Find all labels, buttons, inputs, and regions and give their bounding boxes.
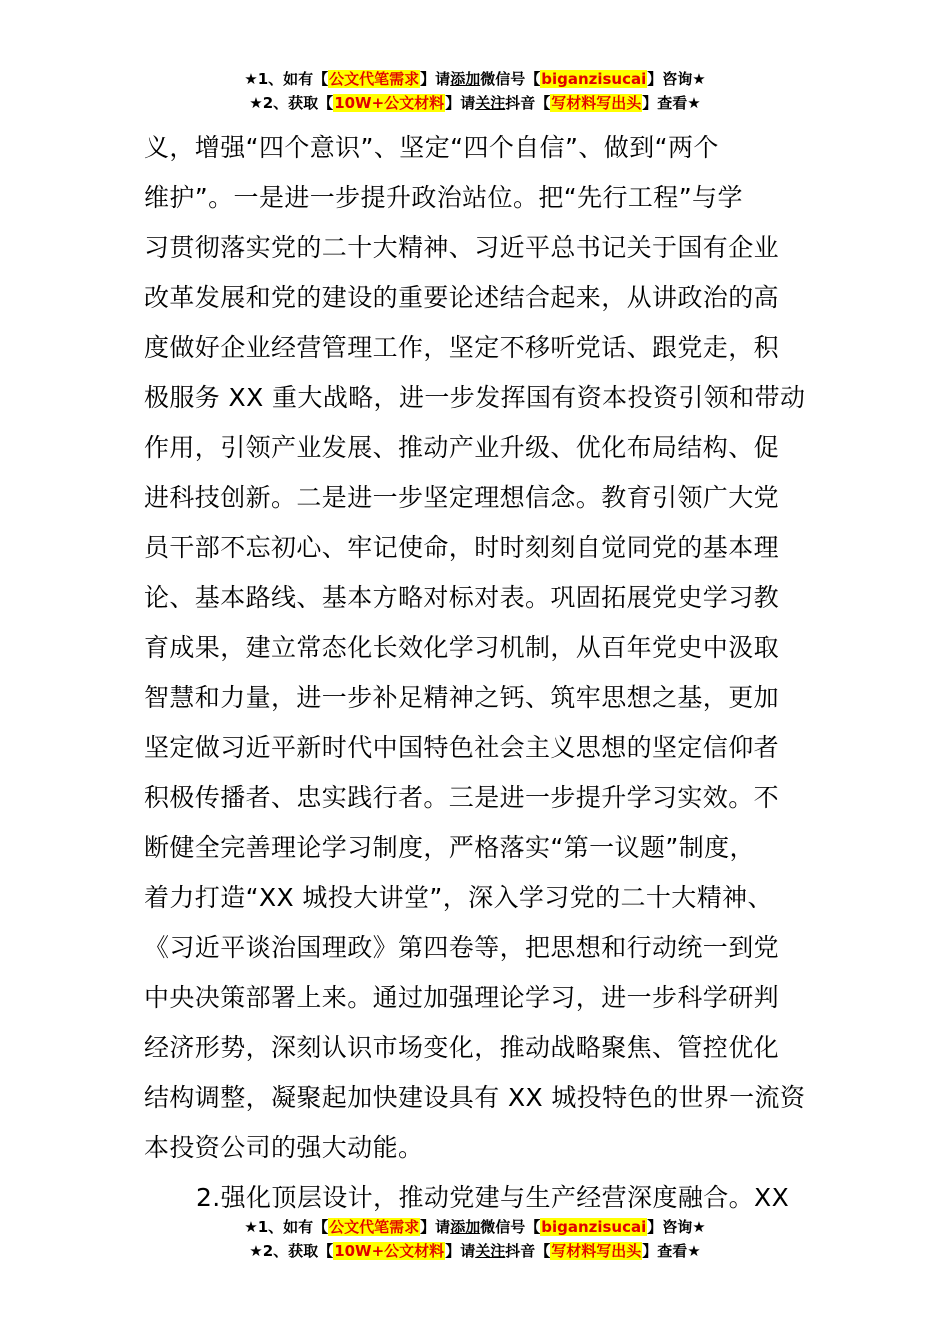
- banner-text: 抖音【: [505, 1242, 551, 1260]
- text-line: 《习近平谈治国理政》第四卷等，把思想和行动统一到党: [144, 933, 780, 962]
- text-line: 论、基本路线、基本方略对标对表。巩固拓展党史学习教: [144, 583, 780, 612]
- text-line: 中央决策部署上来。通过加强理论学习，进一步科学研判: [144, 983, 780, 1012]
- text-line: 断健全完善理论学习制度，严格落实“第一议题”制度，: [144, 833, 755, 862]
- highlight-wechat-id: biganzisucai: [541, 70, 647, 88]
- banner-line-2: [0, 92, 950, 116]
- text-line: 育成果，建立常态化长效化学习机制，从百年党史中汲取: [144, 633, 780, 662]
- banner-text: 微信号【: [480, 1218, 541, 1236]
- text-line: 智慧和力量，进一步补足精神之钙、筑牢思想之基，更加: [144, 683, 780, 712]
- banner-text: ★2、获取【: [249, 94, 334, 112]
- banner-line-2: [0, 1240, 950, 1264]
- text-line: 进科技创新。二是进一步坚定理想信念。教育引领广大党: [144, 483, 780, 512]
- document-body: [144, 123, 808, 1223]
- text-line: 坚定做习近平新时代中国特色社会主义思想的坚定信仰者: [144, 733, 780, 762]
- banner-follow-word: 关注: [475, 1242, 506, 1260]
- banner-text: 】请: [445, 94, 476, 112]
- text-line: 习贯彻落实党的二十大精神、习近平总书记关于国有企业: [144, 233, 780, 262]
- banner-text: ★1、如有【: [244, 70, 329, 88]
- highlight-service: 公文代笔需求: [329, 1218, 420, 1236]
- banner-text: 微信号【: [480, 70, 541, 88]
- banner-text: 】请: [420, 70, 451, 88]
- text-line: 结构调整，凝聚起加快建设具有 XX 城投特色的世界一流资: [144, 1083, 806, 1112]
- highlight-materials: 10W+公文材料: [334, 94, 445, 112]
- footer-banner: [0, 1216, 950, 1264]
- banner-text: 】咨询★: [647, 70, 706, 88]
- text-line: 本投资公司的强大动能。: [144, 1133, 424, 1162]
- banner-text: ★2、获取【: [249, 1242, 334, 1260]
- banner-add-word: 添加: [450, 70, 481, 88]
- text-line: 经济形势，深刻认识市场变化，推动战略聚焦、管控优化: [144, 1033, 780, 1062]
- banner-text: ★1、如有【: [244, 1218, 329, 1236]
- highlight-wechat-id: biganzisucai: [541, 1218, 647, 1236]
- paragraph-heading: 2.强化顶层设计，推动党建与生产经营深度融合。XX: [196, 1183, 790, 1212]
- text-line: 着力打造“XX 城投大讲堂”，深入学习党的二十大精神、: [144, 883, 773, 912]
- banner-text: 】查看★: [642, 94, 701, 112]
- banner-text: 】查看★: [642, 1242, 701, 1260]
- text-line: 义，增强“四个意识”、坚定“四个自信”、做到“两个: [144, 133, 719, 162]
- banner-follow-word: 关注: [475, 94, 506, 112]
- text-line: 维护”。一是进一步提升政治站位。把“先行工程”与学: [144, 183, 743, 212]
- banner-add-word: 添加: [450, 1218, 481, 1236]
- banner-text: 】请: [420, 1218, 451, 1236]
- text-line: 改革发展和党的建设的重要论述结合起来，从讲政治的高: [144, 283, 780, 312]
- banner-line-1: [0, 68, 950, 92]
- highlight-materials: 10W+公文材料: [334, 1242, 445, 1260]
- text-line: 度做好企业经营管理工作，坚定不移听党话、跟党走，积: [144, 333, 780, 362]
- highlight-douyin: 写材料写出头: [551, 1242, 642, 1260]
- highlight-service: 公文代笔需求: [329, 70, 420, 88]
- banner-text: 】请: [445, 1242, 476, 1260]
- header-banner: [0, 68, 950, 116]
- highlight-douyin: 写材料写出头: [551, 94, 642, 112]
- text-line: 极服务 XX 重大战略，进一步发挥国有资本投资引领和带动: [144, 383, 806, 412]
- text-line: 积极传播者、忠实践行者。三是进一步提升学习实效。不: [144, 783, 780, 812]
- text-line: 作用，引领产业发展、推动产业升级、优化布局结构、促: [144, 433, 780, 462]
- banner-text: 】咨询★: [647, 1218, 706, 1236]
- banner-line-1: [0, 1216, 950, 1240]
- banner-text: 抖音【: [505, 94, 551, 112]
- text-line: 员干部不忘初心、牢记使命，时时刻刻自觉同党的基本理: [144, 533, 780, 562]
